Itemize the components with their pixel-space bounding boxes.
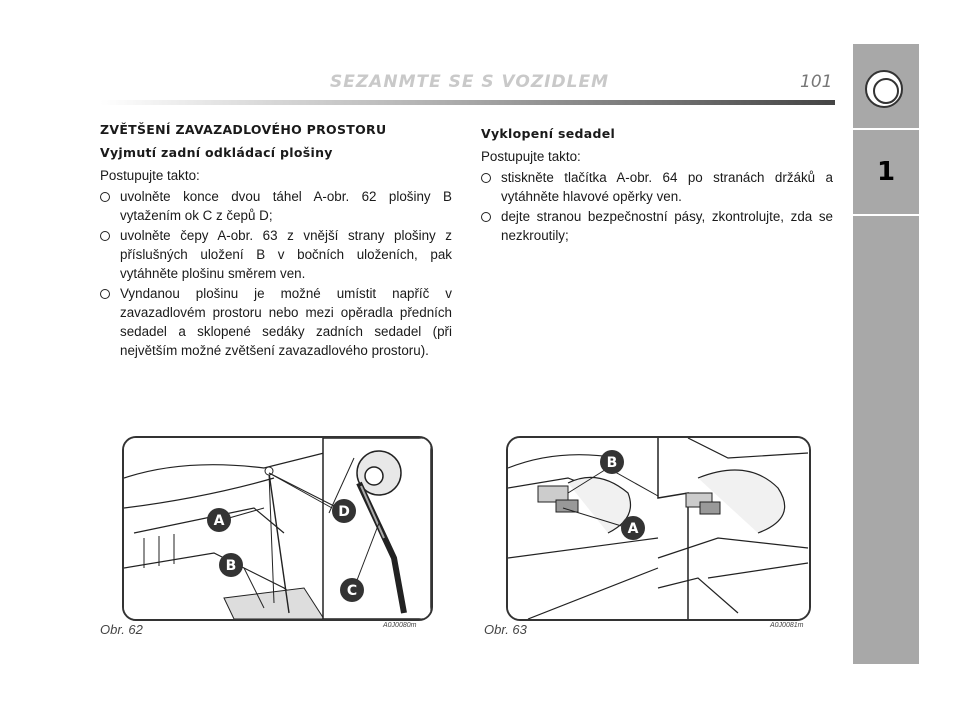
chapter-sidebar	[853, 44, 919, 664]
list-item-text: Vyndanou plošinu je možné umístit napříč v zavazadlovém prostoru nebo mezi opěradla předních sedadel a sklopené sedáky zadních sedadel (při největším možné zvětšení zavazadlového prostoru).	[120, 286, 452, 358]
list-item-text: stiskněte tlačítka A-obr. 64 po stranách držáků a vytáhněte hlavové opěrky ven.	[501, 170, 833, 204]
list-item	[100, 284, 452, 360]
trunk-shelf-drawing	[124, 438, 431, 619]
callout-b	[600, 450, 624, 474]
list-item	[100, 187, 452, 225]
bullet-circle-icon	[481, 173, 491, 183]
list-item-text: dejte stranou bezpečnostní pásy, zkontrolujte, zda se nezkroutily;	[501, 209, 833, 243]
bullet-circle-icon	[100, 289, 110, 299]
section-heading: ZVĚTŠENÍ ZAVAZADLOVÉHO PROSTORU	[100, 122, 387, 137]
svg-text:B: B	[225, 558, 237, 574]
seat-headrest-drawing	[508, 438, 809, 619]
figure-63-caption: Obr. 63	[484, 622, 527, 637]
callout-d	[332, 499, 356, 523]
logo-box	[853, 44, 919, 130]
bullet-circle-icon	[100, 192, 110, 202]
figure-63-illustration	[506, 436, 811, 621]
list-item-text: uvolněte konce dvou táhel A-obr. 62 plošiny B vytažením ok C z čepů D;	[120, 189, 452, 223]
callout-b	[219, 553, 243, 577]
svg-text:C: C	[346, 583, 358, 599]
svg-text:B: B	[606, 455, 618, 471]
chapter-number: 1	[876, 157, 896, 187]
chapter-tab[interactable]	[853, 130, 919, 216]
left-text-column	[100, 120, 452, 361]
alfa-romeo-logo-icon	[865, 70, 903, 108]
callout-a	[207, 508, 231, 532]
figure-63-code: A0J0081m	[770, 622, 804, 629]
figure-62-caption: Obr. 62	[100, 622, 143, 637]
right-text-column	[481, 124, 833, 246]
bullet-circle-icon	[481, 212, 491, 222]
list-item	[100, 226, 452, 283]
header-rule	[100, 100, 835, 105]
section-heading: Vyklopení sedadel	[481, 126, 616, 141]
section-subheading: Vyjmutí zadní odkládací plošiny	[100, 145, 333, 160]
svg-text:A: A	[213, 513, 225, 529]
svg-text:A: A	[627, 521, 639, 537]
list-item	[481, 207, 833, 245]
page-number: 101	[800, 72, 833, 92]
svg-text:D: D	[338, 504, 350, 520]
figure-62-illustration	[122, 436, 433, 621]
callout-a	[621, 516, 645, 540]
callout-c	[340, 578, 364, 602]
bullet-circle-icon	[100, 231, 110, 241]
list-item	[481, 168, 833, 206]
chapter-header-title: SEZANMTE SE S VOZIDLEM	[330, 72, 609, 92]
list-item-text: uvolněte čepy A-obr. 63 z vnější strany plošiny z příslušných uložení B v bočních uloženích, pak vytáhněte plošinu směrem ven.	[120, 228, 452, 281]
figure-62-code: A0J0080m	[383, 622, 417, 629]
intro-text: Postupujte takto:	[100, 168, 200, 183]
intro-text: Postupujte takto:	[481, 149, 581, 164]
